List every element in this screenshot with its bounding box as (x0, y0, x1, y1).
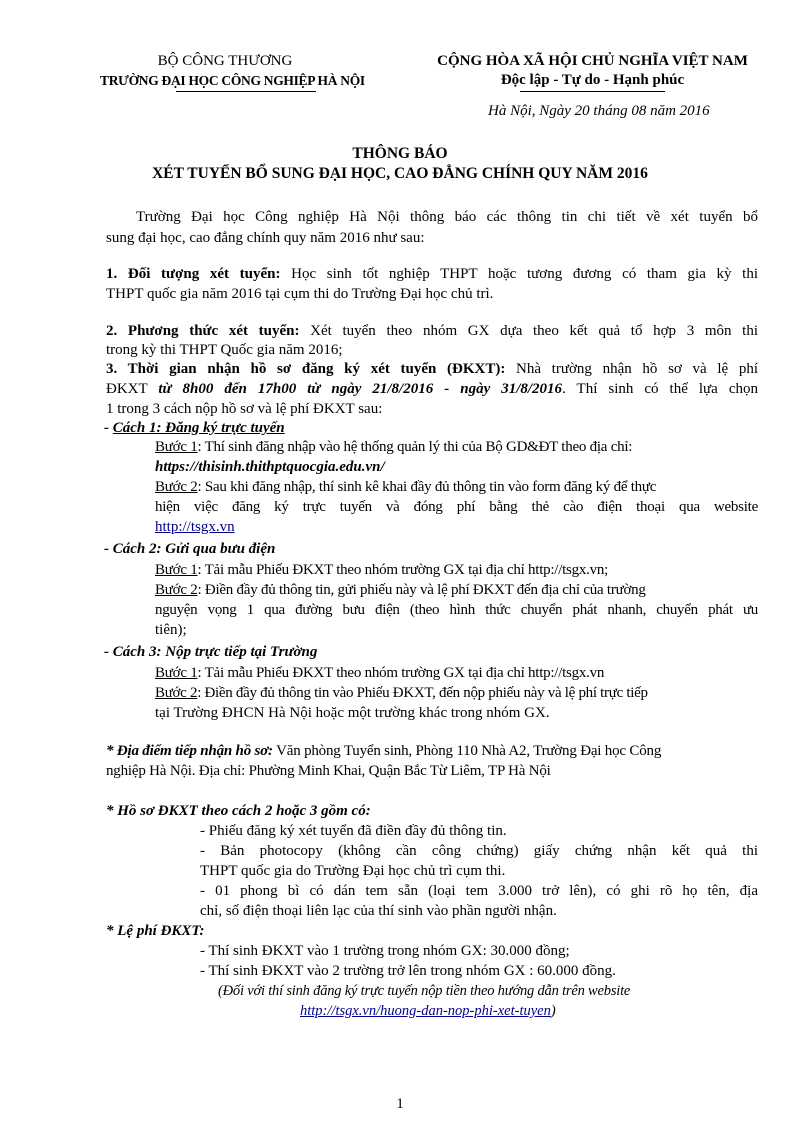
section-2-label: 2. Phương thức xét tuyển: (106, 323, 300, 339)
location-text: Văn phòng Tuyển sinh, Phòng 110 Nhà A2, Trường Đại học Công (272, 743, 662, 759)
section-1-line-1 (106, 265, 758, 284)
dossier-item-2-line-1: - Bản photocopy (không cần công chứng) giấy chứng nhận kết quả thi (200, 843, 758, 859)
section-3-prefix: ĐKXT (106, 381, 159, 397)
method-2-label: Cách 2: Gửi qua bưu điện (112, 541, 276, 557)
school-name: TRƯỜNG ĐẠI HỌC CÔNG NGHIỆP HÀ NỘI (100, 73, 365, 88)
nation-name: CỘNG HÒA XÃ HỘI CHỦ NGHĨA VIỆT NAM (437, 53, 748, 69)
method-3-dash: - (104, 644, 113, 660)
dossier-item-2-line-2: THPT quốc gia do Trường Đại học chủ trì cụm thi. (200, 863, 506, 879)
location-line-1 (106, 742, 661, 761)
ministry-name: BỘ CÔNG THƯƠNG (157, 53, 293, 69)
motto-underline (520, 91, 665, 92)
section-3-label: 3. Thời gian nhận hồ sơ đăng ký xét tuyển (ĐKXT): (106, 361, 506, 377)
fee-note-link-line (300, 1002, 556, 1021)
intro-line-1: Trường Đại học Công nghiệp Hà Nội thông báo các thông tin chi tiết về xét tuyển bổ (136, 209, 758, 225)
method-2-dash: - (104, 541, 113, 557)
method-3-step-2 (155, 684, 648, 703)
method-1-label: Cách 1: Đăng ký trực tuyến (112, 420, 285, 436)
dossier-item-3-line-1: - 01 phong bì có dán tem sẵn (loại tem 3.000 trở lên), có ghi rõ họ tên, địa (200, 883, 758, 899)
intro-line-2: sung đại học, cao đẳng chính quy năm 2016 như sau: (106, 230, 425, 246)
method-3-step-1 (155, 664, 604, 683)
section-2-line-2: trong kỳ thi THPT Quốc gia năm 2016; (106, 342, 343, 358)
method-3-label: Cách 3: Nộp trực tiếp tại Trường (112, 644, 318, 660)
method-2-step-2-label: Bước 2 (155, 582, 198, 598)
method-2-step-2-line-2: nguyện vọng 1 qua đường bưu điện (theo hình thức chuyển phát nhanh, chuyển phát ưu (155, 602, 758, 618)
method-3-step-1-label: Bước 1 (155, 665, 198, 681)
location-line-2: nghiệp Hà Nội. Địa chỉ: Phường Minh Khai, Quận Bắc Từ Liêm, TP Hà Nội (106, 763, 551, 779)
method-1-step-1-text: : Thí sinh đăng nhập vào hệ thống quản lý thi của Bộ GD&ĐT theo địa chỉ: (197, 439, 633, 455)
method-3-step-1-text: : Tải mẫu Phiếu ĐKXT theo nhóm trường GX tại địa chỉ http://tsgx.vn (197, 665, 605, 681)
method-2-step-1 (155, 561, 608, 580)
method-1-step-1-label: Bước 1 (155, 439, 198, 455)
method-3-heading (104, 643, 317, 662)
method-1-heading (104, 419, 285, 438)
section-2-text: Xét tuyển theo nhóm GX dựa theo kết quả tổ hợp 3 môn thi (299, 323, 759, 339)
method-2-step-1-label: Bước 1 (155, 562, 198, 578)
method-1-dash: - (104, 420, 113, 436)
fee-note: (Đối với thí sinh đăng ký trực tuyến nộp tiền theo hướng dẫn trên website (218, 983, 631, 999)
registration-url[interactable]: https://thisinh.thithptquocgia.edu.vn/ (155, 459, 385, 475)
section-1-line-2: THPT quốc gia năm 2016 tại cụm thi do Trường Đại học chủ trì. (106, 286, 494, 302)
fee-item-2: - Thí sinh ĐKXT vào 2 trường trở lên trong nhóm GX : 60.000 đồng. (200, 963, 616, 979)
nation-motto: Độc lập - Tự do - Hạnh phúc (500, 72, 685, 88)
method-1-step-2-text: : Sau khi đăng nhập, thí sinh kê khai đầy đủ thông tin vào form đăng ký để thực (197, 479, 657, 495)
section-3-text: Nhà trường nhận hồ sơ và lệ phí (505, 361, 758, 377)
method-2-heading (104, 540, 275, 559)
section-3-line-2 (106, 380, 758, 399)
method-1-step-2 (155, 478, 656, 497)
method-1-step-2-label: Bước 2 (155, 479, 198, 495)
fee-item-1: - Thí sinh ĐKXT vào 1 trường trong nhóm GX: 30.000 đồng; (200, 943, 570, 959)
section-3-line-3: 1 trong 3 cách nộp hồ sơ và lệ phí ĐKXT sau: (106, 401, 383, 417)
dossier-item-1: - Phiếu đăng ký xét tuyển đã điền đầy đủ thông tin. (200, 823, 507, 839)
section-3-suffix: . Thí sinh có thể lựa chọn (562, 381, 758, 397)
method-1-step-1 (155, 438, 632, 457)
dossier-heading: * Hồ sơ ĐKXT theo cách 2 hoặc 3 gồm có: (106, 803, 371, 819)
document-subtitle: XÉT TUYỂN BỔ SUNG ĐẠI HỌC, CAO ĐẲNG CHÍNH QUY NĂM 2016 (152, 165, 648, 182)
section-3-time-range: từ 8h00 đến 17h00 từ ngày 21/8/2016 - ngày 31/8/2016 (158, 381, 563, 397)
fee-guide-link[interactable]: http://tsgx.vn/huong-dan-nop-phi-xet-tuyen (300, 1003, 551, 1019)
method-2-step-2 (155, 581, 646, 600)
section-3-line-1 (106, 360, 758, 379)
method-2-step-1-text: : Tải mẫu Phiếu ĐKXT theo nhóm trường GX tại địa chỉ http://tsgx.vn; (197, 562, 609, 578)
location-label: * Địa điểm tiếp nhận hồ sơ: (106, 743, 273, 759)
document-title: THÔNG BÁO (352, 145, 448, 162)
tsgx-link[interactable]: http://tsgx.vn (155, 519, 235, 535)
method-2-step-2-text: : Điền đầy đủ thông tin, gửi phiếu này và lệ phí ĐKXT đến địa chỉ của trường (197, 582, 646, 598)
page-number: 1 (396, 1096, 404, 1112)
dossier-item-3-line-2: chỉ, số điện thoại liên lạc của thí sinh vào phần người nhận. (200, 903, 557, 919)
method-2-step-2-line-3: tiên); (155, 622, 187, 638)
section-1-text: Học sinh tốt nghiệp THPT hoặc tương đương có tham gia kỳ thi (280, 266, 759, 282)
method-1-step-2-line-2: hiện việc đăng ký trực tuyến và đóng phí bằng thẻ cào điện thoại qua website (155, 499, 758, 515)
method-3-step-2-text: : Điền đầy đủ thông tin vào Phiếu ĐKXT, đến nộp phiếu này và lệ phí trực tiếp (197, 685, 648, 701)
document-date: Hà Nội, Ngày 20 tháng 08 năm 2016 (488, 103, 710, 119)
method-3-step-2-label: Bước 2 (155, 685, 198, 701)
method-3-step-2-line-2: tại Trường ĐHCN Hà Nội hoặc một trường khác trong nhóm GX. (155, 705, 550, 721)
section-2-line-1 (106, 322, 758, 341)
section-1-label: 1. Đối tượng xét tuyển: (106, 266, 281, 282)
school-underline (176, 91, 316, 92)
fee-note-close: ) (550, 1003, 556, 1019)
fee-heading: * Lệ phí ĐKXT: (106, 923, 205, 939)
